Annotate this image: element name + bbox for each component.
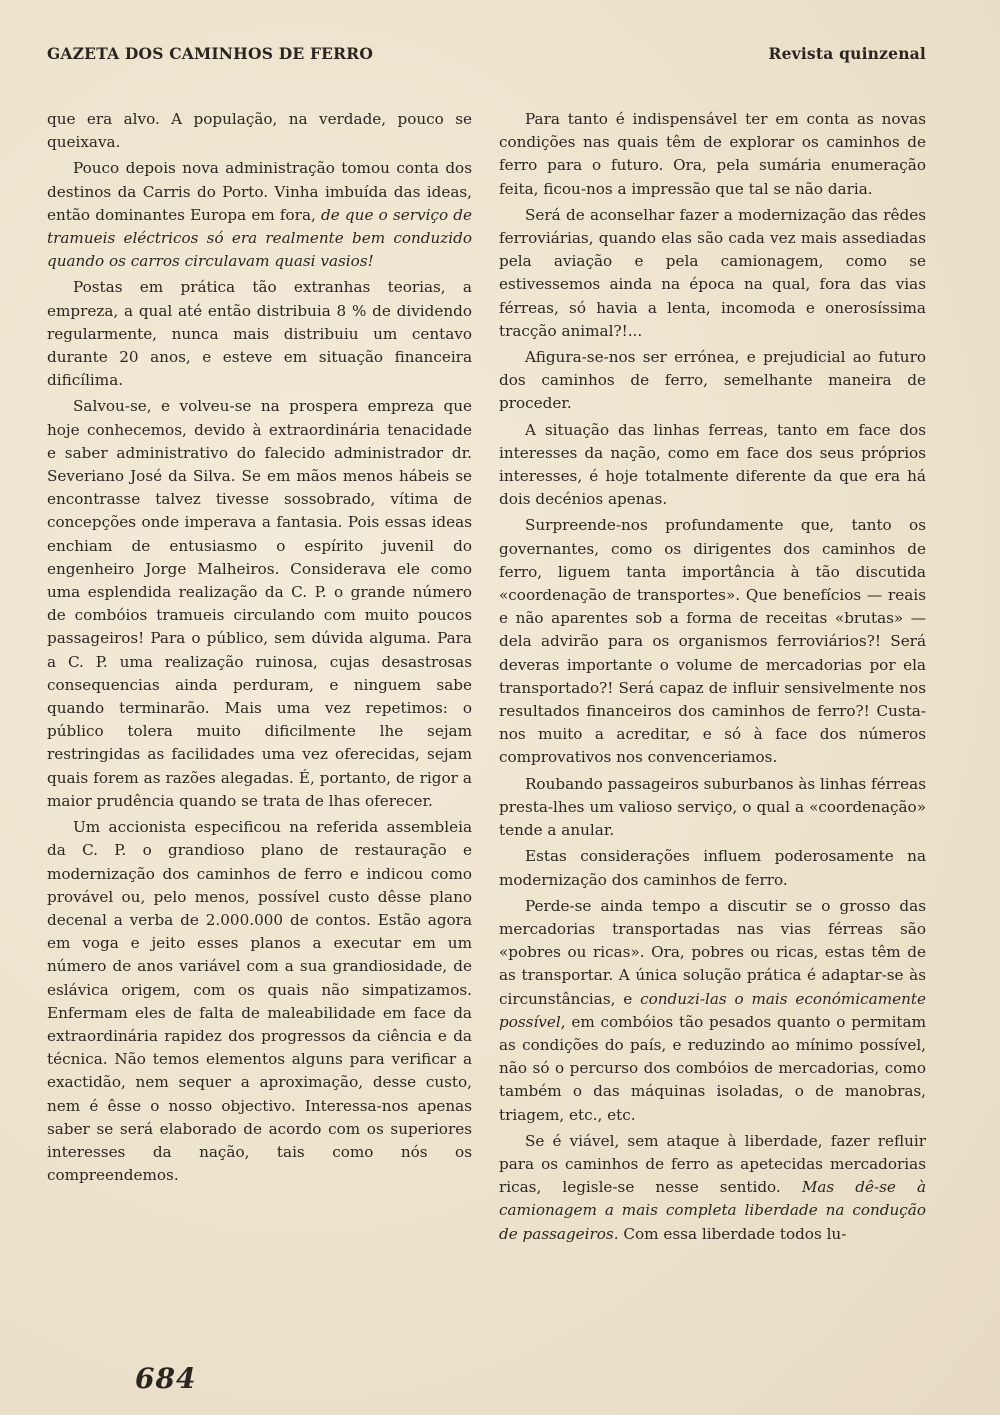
paragraph: Roubando passageiros suburbanos às linhas férreas presta-lhes um valioso serviço, o qual a «coordenação» tende a anular. [499, 774, 926, 840]
italic-text: Mas dê-se à camionagem a mais completa liberdade na condução de passageiros. [499, 1178, 927, 1243]
paragraph: Afigura-se-nos ser errónea, e prejudicial ao futuro dos caminhos de ferro, semelhante maneira de proceder. [499, 348, 926, 413]
paragraph: Salvou-se, e volveu-se na prospera empreza que hoje conhecemos, devido à extraordinária tenacidade e saber administrativo do falecido administrador dr. Severiano José da Silva. Se em mãos menos hábeis se encontrasse talvez tivesse sossobrado, vítima de concepções onde imperava a fantasia. Pois essas ideas enchiam de entusiasmo o espírito juvenil do engenheiro Jorge Malheiros. Considerava ele como uma esplendida realização da C. P. o grande número de combóios tramueis circulando com muito poucos passageiros! Para o público, sem dúvida alguma. Para a C. P. uma realização ruinosa, cujas desastrosas consequencias ainda perduram, e ninguem sabe quando terminarão. Mais uma vez repetimos: o público tolera muito dificilmente lhe sejam restringidas as facilidades uma vez oferecidas, sejam quais forem as razões alegadas. É, portanto, de rigor a maior prudência quando se trata de lhas oferecer. [47, 397, 472, 810]
journal-title: GAZETA DOS CAMINHOS DE FERRO [47, 44, 374, 63]
paragraph-text: Perde-se ainda tempo a discutir se o grosso das mercadorias transportadas nas vias férreas são «pobres ou ricas». Ora, pobres ou ricas, estas têm de as transportar. A única solução prática é adaptar-se às circunstâncias, e [499, 896, 926, 1008]
left-column [47, 108, 472, 1190]
paragraph-text: Se é viável, sem ataque à liberdade, fazer refluir para os caminhos de ferro as apetecidas mercadorias ricas, legisle-se nesse sentido. [499, 1131, 926, 1197]
paragraph: Um accionista especificou na referida assembleia da C. P. o grandioso plano de restauração e modernização dos caminhos de ferro e indicou como provável ou, pelo menos, possível custo dêsse plano decenal a verba de 2.000.000 de contos. Estão agora em voga e jeito esses planos a executar em um número de anos variável com a sua grandiosidade, de eslávica origem, com os quais não simpatizamos. Enfermam eles de falta de maleabilidade em face da extraordinária rapidez dos progressos da ciência e da técnica. Não temos elementos alguns para verificar a exactidão, nem sequer a aproximação, desse custo, nem é êsse o nosso objectivo. Interessa-nos apenas saber se será elaborado de acordo com os superiores interesses da nação, tais como nós os compreendemos. [47, 818, 472, 1185]
paragraph: Postas em prática tão extranhas teorias, a empreza, a qual até então distribuia 8 % de dividendo regularmente, nunca mais distribuiu um centavo durante 20 anos, e esteve em situação financeira dificílima. [47, 278, 472, 390]
paragraph: Para tanto é indispensável ter em conta as novas condições nas quais têm de explorar os caminhos de ferro para o futuro. Ora, pela sumária enumeração feita, ficou-nos a impressão que tal se não daria. [499, 110, 926, 198]
paragraph [499, 1130, 926, 1246]
paragraph: que era alvo. A população, na verdade, pouco se queixava. [47, 110, 472, 152]
paragraph [47, 157, 472, 273]
paragraph: Estas considerações influem poderosamente na modernização dos caminhos de ferro. [499, 847, 926, 889]
paragraph: A situação das linhas ferreas, tanto em face dos interesses da nação, como em face dos seus próprios interesses, é hoje totalmente diferente da que era há dois decénios apenas. [499, 420, 926, 509]
page-number: 684 [135, 1362, 197, 1395]
journal-subtitle: Revista quinzenal [768, 44, 926, 63]
italic-text: de que o serviço de tramueis eléctricos só era realmente bem conduzido quando os carros circulavam quasi vasios! [47, 205, 472, 271]
paragraph: Surpreende-nos profundamente que, tanto os governantes, como os dirigentes dos caminhos de ferro, liguem tanta importância à tão discutida «coordenação de transportes». Que benefícios — reais e não aparentes sob a forma de receitas «brutas» — dela advirão para os organismos ferroviários?! Será deveras importante o volume de mercadorias por ela transportado?! Será capaz de influir sensivelmente nos resultados financeiros dos caminhos de ferro?! Custa-nos muito a acreditar, e só à face dos números comprovativos nos convenceriamos. [499, 516, 926, 767]
paragraph-text: Pouco depois nova administração tomou conta dos destinos da Carris do Porto. Vinha imbuída das ideas, então dominantes Europa em fora, [47, 159, 472, 224]
paragraph-text: , em combóios tão pesados quanto o permitam as condições do país, e reduzindo ao mínimo possível, não só o percurso dos combóios de mercadorias, como também o das máquinas isoladas, o de manobras, triagem, etc., etc. [499, 1012, 926, 1124]
paragraph [499, 895, 926, 1127]
running-header [47, 44, 926, 63]
italic-text: conduzi-las o mais económicamente possível [499, 989, 926, 1031]
paragraph-text: Com essa liberdade todos lu- [618, 1224, 847, 1243]
right-column [499, 108, 926, 1249]
paragraph: Será de aconselhar fazer a modernização das rêdes ferroviárias, quando elas são cada vez mais assediadas pela aviação e pela camionagem, como se estivessemos ainda na época na qual, fora das vias férreas, só havia a lenta, incomoda e onerosíssima tracção animal?!... [499, 205, 926, 340]
